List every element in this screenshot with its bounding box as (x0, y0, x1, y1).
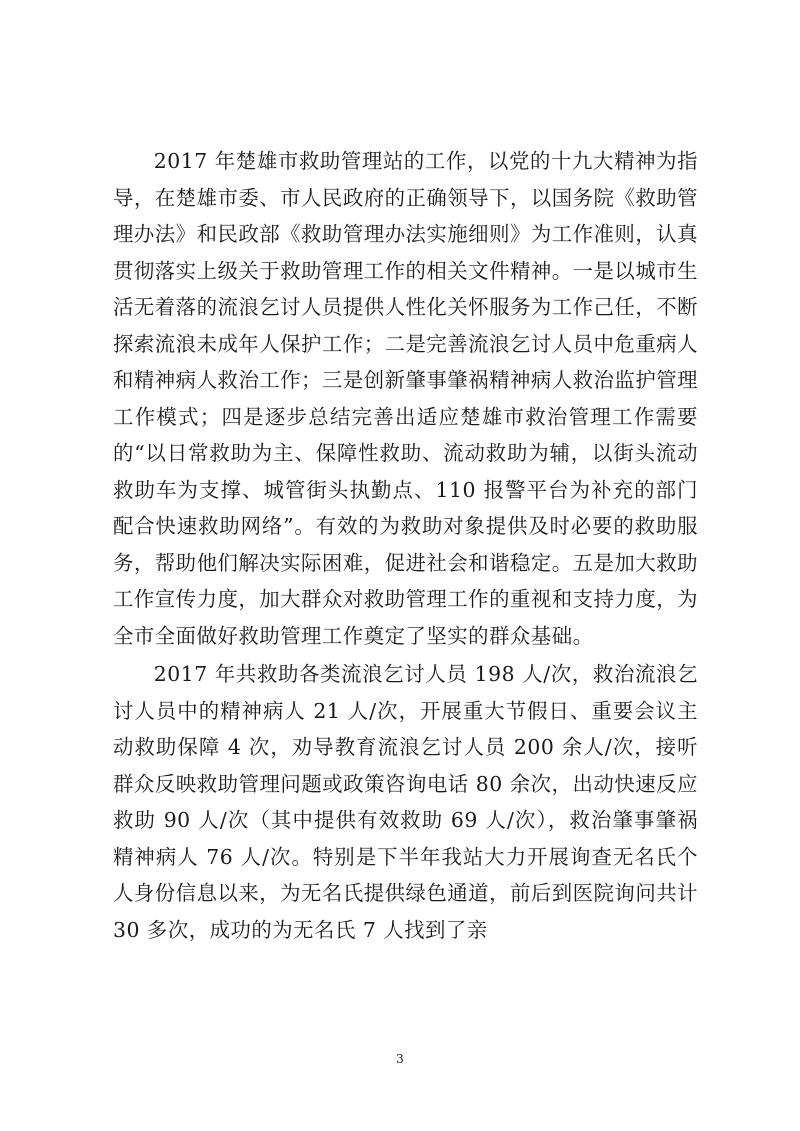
page-number: 3 (396, 1052, 404, 1066)
body-text (113, 143, 698, 950)
paragraph-statistics: 2017 年共救助各类流浪乞讨人员 198 人/次，救治流浪乞讨人员中的精神病人 21 人/次，开展重大节假日、重要会议主动救助保障 4 次，劝导教育流浪乞讨人员 200 余人/次，接听群众反映救助管理问题或政策咨询电话 80 余次，出动快速反应救助 90 人/次（其中提供有效救助 69 人/次），救治肇事肇祸精神病人 76 人/次。特别是下半年我站大力开展询查无名氏个人身份信息以来，为无名氏提供绿色通道，前后到医院询问共计 30 多次，成功的为无名氏 7 人找到了亲 (113, 662, 698, 942)
paragraph-work-summary: 2017 年楚雄市救助管理站的工作，以党的十九大精神为指导，在楚雄市委、市人民政府的正确领导下，以国务院《救助管理办法》和民政部《救助管理办法实施细则》为工作准则，认真贯彻落实上级关于救助管理工作的相关文件精神。一是以城市生活无着落的流浪乞讨人员提供人性化关怀服务为工作己任，不断探索流浪未成年人保护工作；二是完善流浪乞讨人员中危重病人和精神病人救治工作；三是创新肇事肇祸精神病人救治监护管理工作模式；四是逐步总结完善出适应楚雄市救治管理工作需要的“以日常救助为主、保障性救助、流动救助为辅，以街头流动救助车为支撑、城管街头执勤点、110 报警平台为补充的部门配合快速救助网络”。有效的为救助对象提供及时必要的救助服务，帮助他们解决实际困难，促进社会和谐稳定。五是加大救助工作宣传力度，加大群众对救助管理工作的重视和支持力度，为全市全面做好救助管理工作奠定了坚实的群众基础。 (113, 149, 698, 648)
